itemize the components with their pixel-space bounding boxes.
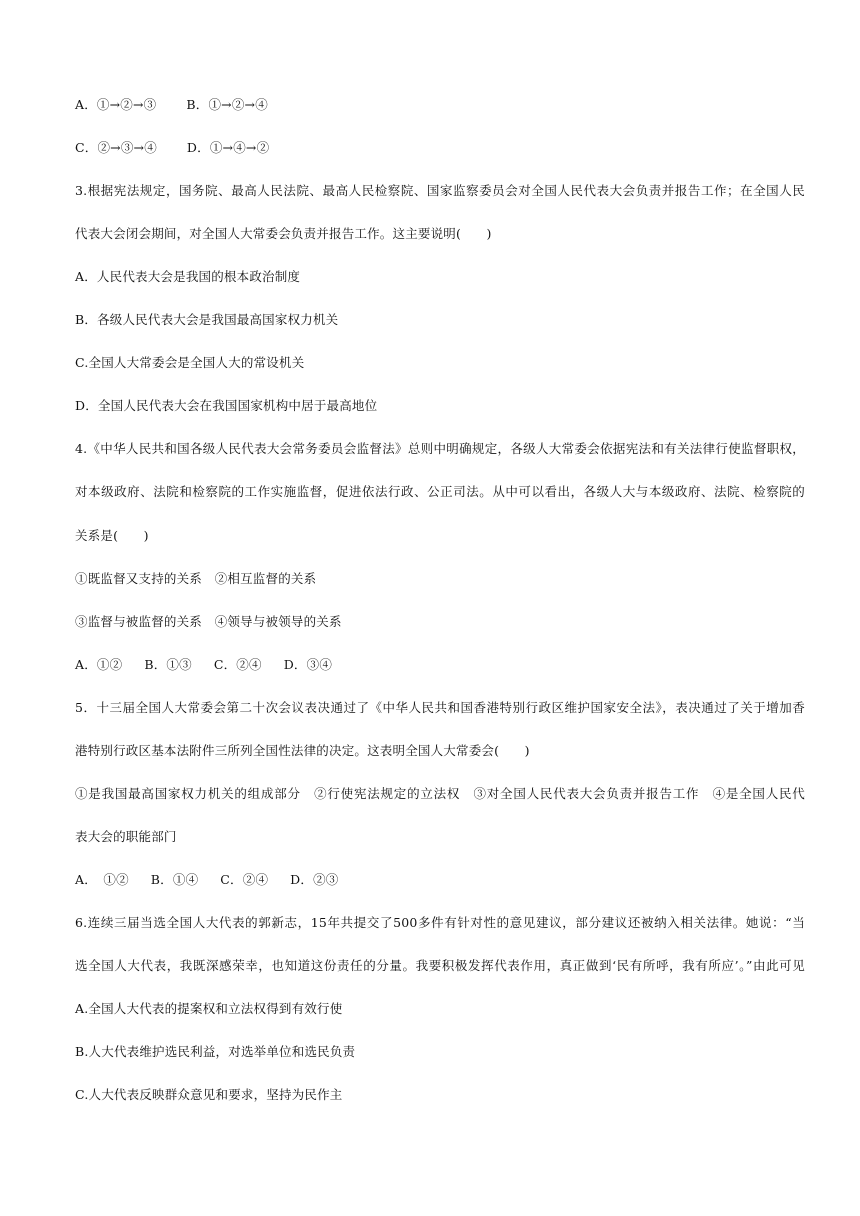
q4-option-c: C．②④ [213, 657, 262, 672]
q4-stem-line-1: 4.《中华人民共和国各级人民代表大会常务委员会监督法》总则中明确规定，各级人大常委会依据宪法和有关法律行使监督职权， [75, 441, 805, 456]
q5-statements-line-2: 表大会的职能部门 [75, 829, 177, 844]
q5-option-a: A． ①② [75, 872, 129, 887]
q4-option-b: B．①③ [144, 657, 192, 672]
q6-stem-line-2: 选全国人大代表，我既深感荣幸，也知道这份责任的分量。我要积极发挥代表作用，真正做到‘民有所呼，我有所应’。”由此可见 [75, 958, 805, 973]
q3-option-b: B．各级人民代表大会是我国最高国家权力机关 [75, 312, 339, 327]
q6-option-b: B.人大代表维护选民利益，对选举单位和选民负责 [75, 1044, 356, 1059]
q4-option-a: A．①② [75, 657, 123, 672]
q2-option-a: A．①→②→③ [75, 97, 157, 112]
q4-stem-line-3: 关系是( ) [75, 528, 149, 543]
q3-stem-line-2: 代表大会闭会期间，对全国人大常委会负责并报告工作。这主要说明( ) [75, 226, 492, 241]
q6-stem-line-1: 6.连续三届当选全国人大代表的郭新志，15年共提交了500多件有针对性的意见建议，部分建议还被纳入相关法律。她说：“当 [75, 915, 805, 930]
q3-stem-line-1: 3.根据宪法规定，国务院、最高人民法院、最高人民检察院、国家监察委员会对全国人民代表大会负责并报告工作；在全国人民 [75, 183, 805, 198]
q5-option-c: C．②④ [220, 872, 269, 887]
q2-option-c: C．②→③→④ [75, 140, 157, 155]
q3-option-a: A．人民代表大会是我国的根本政治制度 [75, 269, 301, 284]
q5-stem-line-2: 港特别行政区基本法附件三所列全国性法律的决定。这表明全国人大常委会( ) [75, 743, 530, 758]
q2-option-b: B．①→②→④ [186, 97, 268, 112]
q5-options-row [75, 871, 805, 889]
q6-option-a: A.全国人大代表的提案权和立法权得到有效行使 [75, 1001, 343, 1016]
q2-option-d: D．①→④→② [186, 140, 270, 155]
q4-option-d: D．③④ [283, 657, 333, 672]
q5-option-b: B．①④ [150, 872, 199, 887]
q4-statements-1: ①既监督又支持的关系 ②相互监督的关系 [75, 571, 317, 586]
q5-stem-line-1: 5．十三届全国人大常委会第二十次会议表决通过了《中华人民共和国香港特别行政区维护国家安全法》，表决通过了关于增加香 [75, 700, 805, 715]
q3-option-d: D．全国人民代表大会在我国国家机构中居于最高地位 [75, 398, 378, 413]
q2-options-row-2 [75, 139, 805, 157]
q5-option-d: D．②③ [290, 872, 339, 887]
q4-stem-line-2: 对本级政府、法院和检察院的工作实施监督，促进依法行政、公正司法。从中可以看出，各级人大与本级政府、法院、检察院的 [75, 484, 805, 499]
q6-option-c: C.人大代表反映群众意见和要求，坚持为民作主 [75, 1087, 343, 1102]
q2-options-row-1 [75, 96, 805, 114]
q3-option-c: C.全国人大常委会是全国人大的常设机关 [75, 355, 305, 370]
q4-statements-2: ③监督与被监督的关系 ④领导与被领导的关系 [75, 614, 342, 629]
q5-statements-line-1: ①是我国最高国家权力机关的组成部分 ②行使宪法规定的立法权 ③对全国人民代表大会负责并报告工作 ④是全国人民代 [75, 786, 805, 801]
q4-options-row [75, 656, 805, 674]
